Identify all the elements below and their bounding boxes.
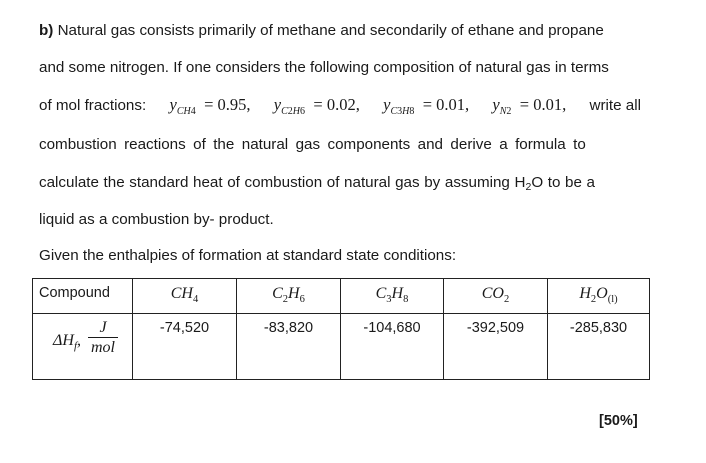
question-line-7 [39,247,456,264]
question-line-1 [39,22,641,39]
value-c3h8: -104,680 [341,314,444,380]
question-line-3 [39,95,641,115]
compound-ch4: $CH_4$ [133,279,237,314]
fraction-c2h6: $y_{C2H6} = 0.02$, [273,95,360,117]
table-header-row [33,279,650,314]
value-ch4: -74,520 [133,314,237,380]
compound-co2: $CO_2$ [444,279,548,314]
enthalpy-label: $\Delta H_f$, J mol [33,314,133,380]
value-c2h6: -83,820 [237,314,341,380]
question-text-5: calculate the standard heat of combustion of natural gas by assuming H2O to be a [39,174,595,193]
question-text-6: liquid as a combustion by- product. [39,211,274,228]
question-label: b) [39,22,54,39]
fraction-n2: $y_{N2} = 0.01$, [492,95,567,117]
table-values-row [33,314,650,380]
compound-h2o: $H_2O_{(l)}$ [548,279,650,314]
compound-c3h8: $C_3H_8$ [341,279,444,314]
question-text-1: Natural gas consists primarily of methane and secondarily of ethane and propane [57,22,604,39]
question-text-7: Given the enthalpies of formation at standard state conditions: [39,247,457,264]
marks-label: [50%] [599,413,638,429]
question-line-6 [39,211,274,228]
fraction-ch4: $y_{CH4} = 0.95$, [169,95,251,117]
value-co2: -392,509 [444,314,548,380]
question-text-2: and some nitrogen. If one considers the following composition of natural gas in terms [39,59,609,76]
fraction-c3h8: $y_{C3H8} = 0.01$, [383,95,470,117]
enthalpy-table [32,278,650,380]
question-text-4: combustion reactions of the natural gas components and derive a formula to [39,136,586,153]
question-line-5 [39,174,641,191]
compound-header: Compound [33,279,133,314]
mol-fractions-suffix: write all [589,97,641,114]
mol-fractions-prefix: of mol fractions: [39,97,147,114]
question-line-2 [39,59,641,76]
question-line-4 [39,136,641,153]
value-h2o: -285,830 [548,314,650,380]
compound-c2h6: $C_2H_6$ [237,279,341,314]
